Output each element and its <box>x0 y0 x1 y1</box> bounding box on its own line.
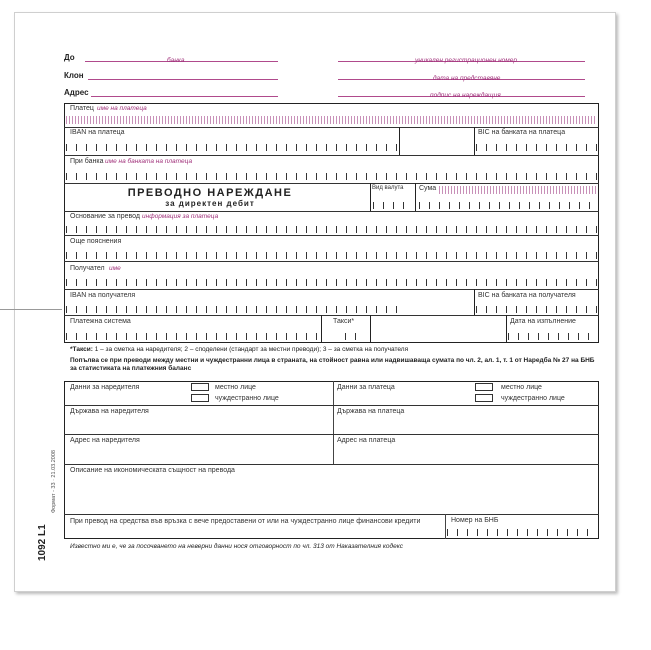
credit-question-label: При превод на средства във връзка с вече предоставени от или на чуждестранно лице финансови кредити <box>70 518 421 525</box>
exec-date-label: Дата на изпълнение <box>510 318 576 325</box>
form-format: Формат - 33 · 21.03.2008 <box>51 450 57 513</box>
payer-local-checkbox[interactable] <box>191 383 209 391</box>
bic-payer-ticks <box>476 144 597 151</box>
system-label: Платежна система <box>70 318 131 325</box>
bic-payer-label: BIC на банката на платеца <box>478 129 566 136</box>
bic-recipient-ticks <box>476 306 597 313</box>
payee-foreign-checkbox[interactable] <box>475 394 493 402</box>
iban-recipient-ticks <box>66 306 399 313</box>
payer-hint: име на платеца <box>97 105 147 112</box>
currency-label: Вид валута <box>372 185 404 191</box>
fees-note <box>70 346 408 353</box>
iban-recipient-label: IBAN на получателя <box>70 292 136 299</box>
bnb-number-label: Номер на БНБ <box>451 517 499 524</box>
payee-foreign-label: чуждестранно лице <box>501 395 565 402</box>
addr-payee-label: Адрес на платеца <box>337 437 396 444</box>
payer-data-label: Данни за наредителя <box>70 384 140 391</box>
addr-payer-label: Адрес на наредителя <box>70 437 140 444</box>
iban-payer-label: IBAN на платеца <box>70 129 125 136</box>
to-label: До <box>64 53 75 62</box>
bic-recipient-label: BIC на банката на получателя <box>478 292 576 299</box>
recipient-hint: име <box>109 265 121 272</box>
sum-ticks-pink <box>439 186 597 194</box>
payer-local-label: местно лице <box>215 384 256 391</box>
payer-foreign-label: чуждестранно лице <box>215 395 279 402</box>
reason-ticks <box>66 226 597 233</box>
payer-ticks <box>66 116 597 124</box>
branch-label: Клон <box>64 71 84 80</box>
reason-hint: информация за платеца <box>142 213 219 220</box>
date-hint: дата на представяне <box>433 75 501 82</box>
to-hint: банка <box>167 57 185 64</box>
reg-hint: уникален регистрационен номер <box>415 57 517 64</box>
sign-hint: подпис на нареждащия <box>430 92 501 99</box>
address-line <box>91 96 278 97</box>
payee-local-label: местно лице <box>501 384 542 391</box>
form-code: 1092 L1 <box>37 524 48 561</box>
currency-ticks <box>373 202 413 209</box>
fees-note-star: *Такси: <box>70 346 93 353</box>
fees-note-text: 1 – за сметка на наредителя; 2 – споделени (стандарт за местни преводи); 3 – за сметка на получателя <box>94 346 409 353</box>
sum-label: Сума <box>419 185 437 192</box>
payee-data-label: Данни за платеца <box>337 384 395 391</box>
state-payer-label: Държава на наредителя <box>70 408 149 415</box>
liability-note: Известно ми е, че за посочването на неверни данни нося отговорност по чл. 313 от Наказателния кодекс <box>70 543 403 550</box>
form-title: ПРЕВОДНО НАРЕЖДАНЕ <box>127 187 293 199</box>
more-label: Още пояснения <box>70 238 122 245</box>
bank-payer-ticks <box>66 173 597 180</box>
exec-date-ticks <box>508 333 597 340</box>
address-label: Адрес <box>64 88 89 97</box>
more-ticks <box>66 252 597 259</box>
bank-payer-label: При банка <box>70 158 104 165</box>
system-ticks <box>66 333 319 340</box>
form-subtitle: за директен дебит <box>165 199 255 208</box>
cut-mark <box>0 309 62 310</box>
reason-label: Основание за превод <box>70 213 140 220</box>
recipient-ticks <box>66 279 597 286</box>
iban-payer-ticks <box>66 144 399 151</box>
state-payee-label: Държава на платеца <box>337 408 405 415</box>
sum-ticks <box>419 202 597 209</box>
payee-local-checkbox[interactable] <box>475 383 493 391</box>
recipient-label: Получател <box>70 265 105 272</box>
fees-label: Такси* <box>333 318 355 325</box>
payment-order-form <box>14 12 616 592</box>
fees-ticks <box>345 333 357 340</box>
bank-payer-hint: име на банката на платеца <box>105 158 193 165</box>
bnb-number-ticks <box>447 529 597 536</box>
payer-foreign-checkbox[interactable] <box>191 394 209 402</box>
statistics-note: Попълва се при преводи между местни и чуждестранни лица в страната, на стойност равна или надвишаваща сумата по чл. 2, ал. 1, т. 1 от Наредба № 27 на БНБ за статистиката на платежния баланс <box>70 357 595 372</box>
description-label: Описание на икономическата същност на превода <box>70 467 235 474</box>
payer-label: Платец <box>70 105 94 112</box>
branch-line <box>88 79 278 80</box>
